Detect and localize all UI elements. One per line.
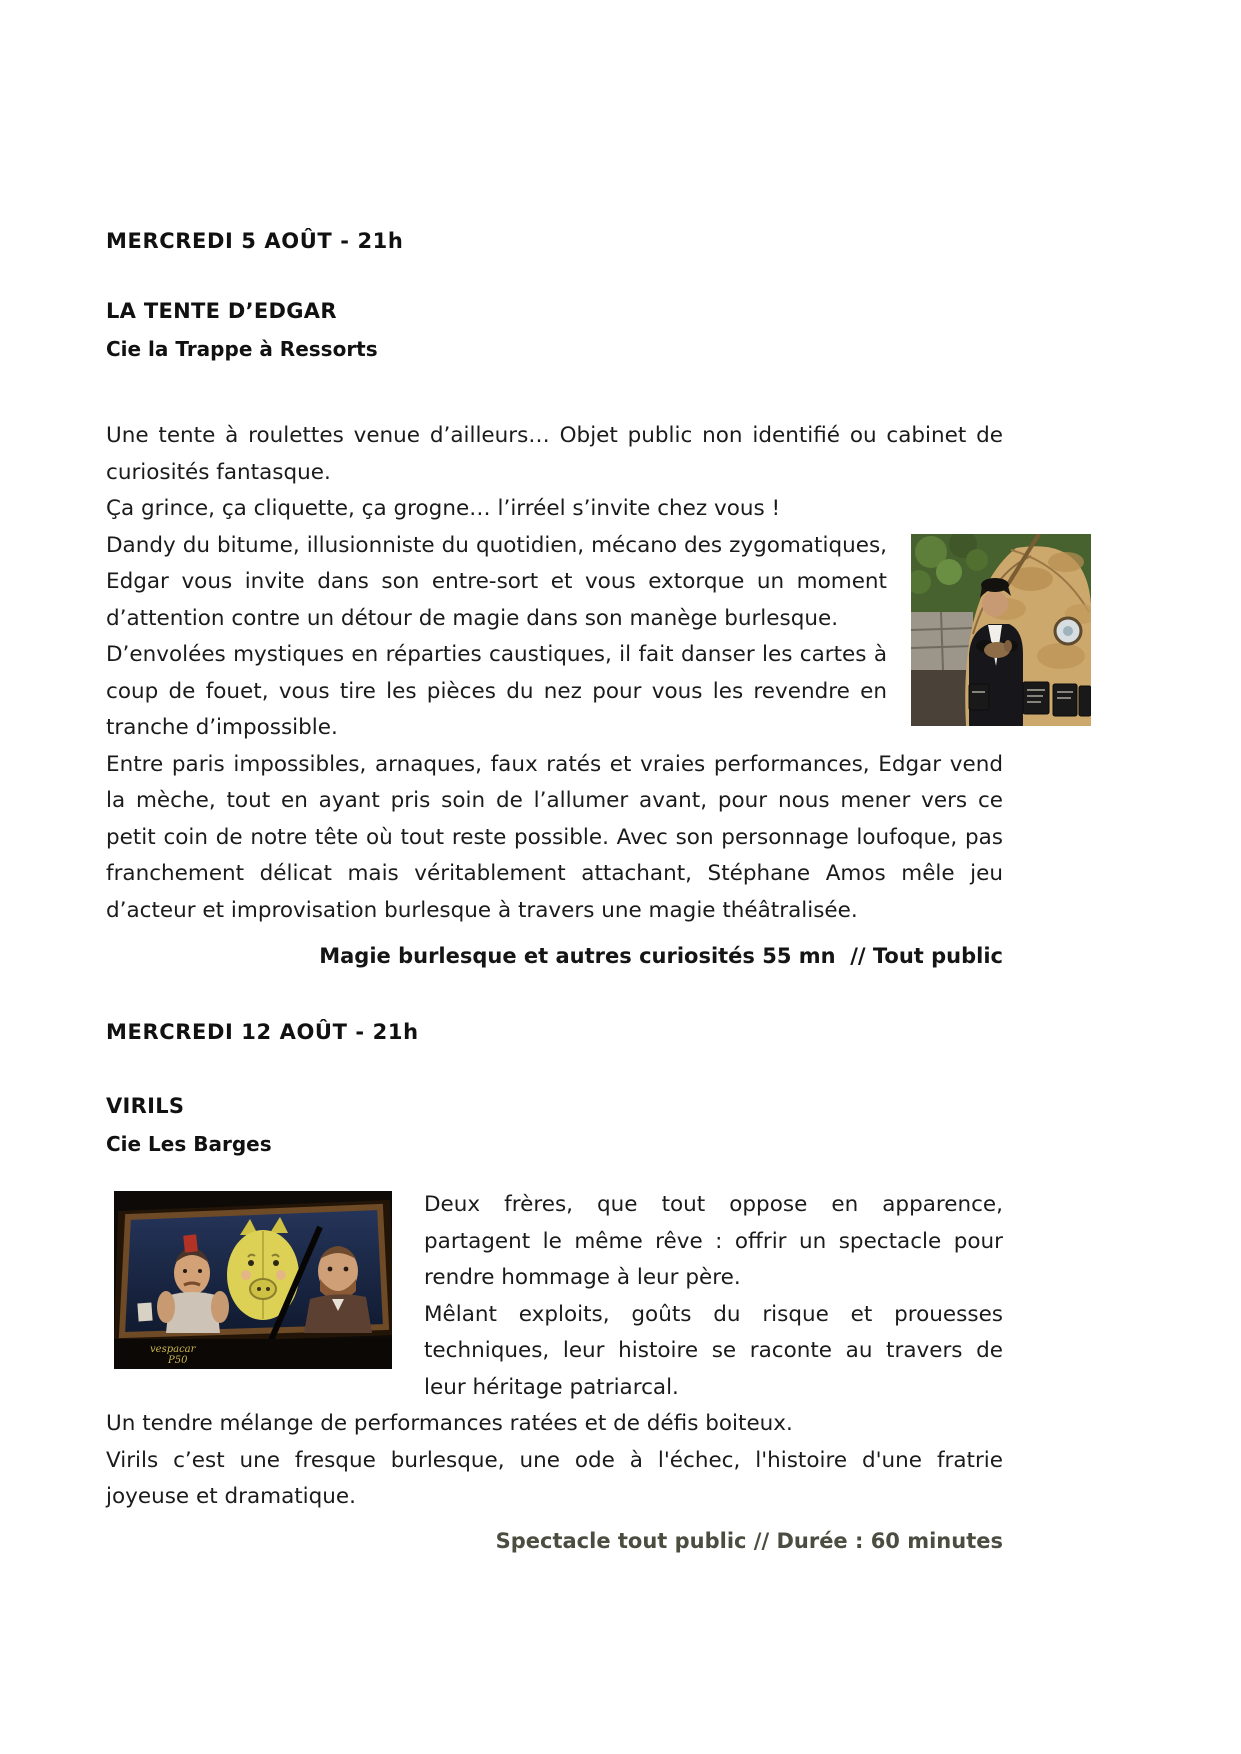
event-paragraph: D’envolées mystiques en réparties caustiques, il fait danser les cartes à coup de fouet, vous tire les pièces du nez pour vous les revendre en tranche d’impossible. (106, 642, 887, 740)
event-company: Cie Les Barges (106, 1132, 272, 1156)
event-title: LA TENTE D’EDGAR (106, 299, 337, 323)
event-description (106, 1187, 1003, 1516)
event-tagline: Magie burlesque et autres curiosités 55 mn // Tout public (319, 944, 1003, 968)
event-description (106, 418, 1003, 929)
edgar-tent-photo (911, 534, 1091, 726)
event-paragraph: Virils c’est une fresque burlesque, une ode à l'échec, l'histoire d'une fratrie joyeuse et dramatique. (106, 1447, 1003, 1509)
event-paragraph: Deux frères, que tout oppose en apparence, partagent le même rêve : offrir un spectacle pour rendre hommage à leur père. (424, 1192, 1003, 1290)
event-paragraph-text: Dandy du bitume, illusionniste du quotidien, mécano des zygomatiques, Edgar vous invite dans son entre-sort et vous extorque un moment d’attention contre un détour de magie dans son manège burlesque. (106, 532, 887, 631)
event-date-heading: MERCREDI 12 AOÛT - 21h (106, 1020, 419, 1044)
event-company: Cie la Trappe à Ressorts (106, 337, 378, 361)
virils-illustration (114, 1191, 392, 1369)
vespacar-watermark-line2: P50 (168, 1355, 188, 1366)
pig-snout (250, 1279, 276, 1299)
vespacar-watermark-line1: vespacar (150, 1344, 196, 1355)
event-date-heading: MERCREDI 5 AOÛT - 21h (106, 229, 404, 253)
red-card (183, 1234, 198, 1252)
event-paragraph: Un tendre mélange de performances ratées et de défis boiteux. (106, 1411, 793, 1436)
edgar-tent-illustration (911, 534, 1091, 726)
event-paragraph (106, 528, 1003, 638)
event-title-block (106, 1087, 1003, 1163)
event-paragraph: Une tente à roulettes venue d’ailleurs… Objet public non identifié ou cabinet de curiosités fantasque. (106, 423, 1003, 485)
sticker (137, 1303, 152, 1322)
event-section-la-tente-edgar (106, 226, 1003, 973)
virils-vespacar-photo (114, 1191, 392, 1369)
event-paragraph: Ça grince, ça cliquette, ça grogne… l’irréel s’invite chez vous ! (106, 496, 781, 521)
event-section-virils (106, 1017, 1003, 1558)
event-paragraph: Entre paris impossibles, arnaques, faux ratés et vraies performances, Edgar vend la mèche, tout en ayant pris soin de l’allumer avant, pour nous mener vers ce petit coin de notre tête où tout reste possible. Avec son personnage loufoque, pas franchement délicat mais véritablement attachant, Stéphane Amos mêle jeu d’acteur et improvisation burlesque à travers une magie théâtralisée. (106, 751, 1003, 923)
event-title-block (106, 292, 1003, 368)
event-title: VIRILS (106, 1094, 185, 1118)
event-paragraph: Mêlant exploits, goûts du risque et prouesses techniques, leur histoire se raconte au travers de leur héritage patriarcal. (424, 1301, 1003, 1400)
event-tagline: Spectacle tout public // Durée : 60 minutes (495, 1528, 1003, 1553)
